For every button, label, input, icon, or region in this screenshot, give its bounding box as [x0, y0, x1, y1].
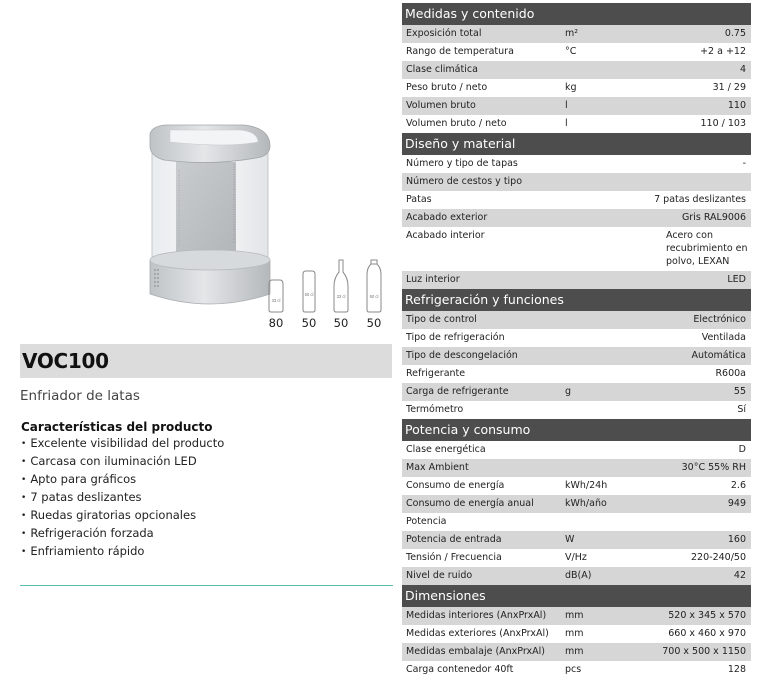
spec-label: Consumo de energía [406, 480, 505, 491]
spec-label: Carga contenedor 40ft [406, 664, 514, 675]
section-header-diseno: Diseño y material [402, 133, 751, 155]
spec-unit: mm [565, 646, 584, 657]
spec-unit: m² [565, 28, 579, 39]
spec-row [402, 567, 751, 585]
spec-label: Volumen bruto [406, 100, 476, 111]
spec-unit: kg [565, 82, 577, 93]
spec-label: Volumen bruto / neto [406, 118, 507, 129]
product-subtitle: Enfriador de latas [20, 388, 140, 404]
section-header-potencia: Potencia y consumo [402, 419, 751, 441]
spec-value: D [738, 444, 746, 455]
spec-label: Potencia [406, 516, 447, 527]
spec-value: 128 [727, 664, 746, 675]
spec-value: 42 [733, 570, 746, 581]
spec-label: Acabado exterior [406, 212, 488, 223]
spec-unit: dB(A) [565, 570, 592, 581]
spec-label: Carga de refrigerante [406, 386, 509, 397]
spec-row [402, 191, 751, 209]
spec-label: Termómetro [406, 404, 464, 415]
spec-label: Exposición total [406, 28, 482, 39]
spec-value: +2 a +12 [700, 46, 746, 57]
spec-label: Luz interior [406, 274, 460, 285]
section-header-dimensiones: Dimensiones [402, 585, 751, 607]
feature-item: • Excelente visibilidad del producto [21, 435, 261, 453]
spec-row [402, 643, 751, 661]
spec-unit: pcs [565, 664, 582, 675]
spec-label: Consumo de energía anual [406, 498, 534, 509]
spec-value: R600a [715, 368, 746, 379]
spec-row [402, 43, 751, 61]
capacity-count: 80 [268, 316, 284, 330]
capacity-count: 50 [333, 316, 349, 330]
spec-value: 2.6 [730, 480, 746, 491]
spec-row [402, 441, 751, 459]
spec-row [402, 209, 751, 227]
spec-label: Medidas interiores (AnxPrxAl) [406, 610, 547, 621]
spec-row [402, 513, 751, 531]
divider [20, 585, 393, 586]
spec-value: - [742, 158, 746, 169]
spec-value: Electrónico [693, 314, 746, 325]
spec-label: Clase climática [406, 64, 478, 75]
spec-value: 220-240/50 [691, 552, 746, 563]
spec-label: Rango de temperatura [406, 46, 514, 57]
spec-row [402, 311, 751, 329]
spec-row [402, 61, 751, 79]
spec-row [402, 271, 751, 289]
spec-unit: mm [565, 610, 584, 621]
spec-row [402, 401, 751, 419]
spec-row [402, 661, 751, 679]
spec-label: Medidas embalaje (AnxPrxAl) [406, 646, 545, 657]
capacity-item [264, 258, 288, 330]
features-list [21, 419, 261, 561]
spec-unit: W [565, 534, 575, 545]
feature-item: • 7 patas deslizantes [21, 489, 261, 507]
spec-row [402, 227, 751, 271]
plastic-bottle-icon [363, 258, 385, 314]
spec-unit: V/Hz [565, 552, 587, 563]
feature-item: • Ruedas giratorias opcionales [21, 507, 261, 525]
capacity-item [297, 258, 321, 330]
spec-value: 110 [727, 100, 746, 111]
spec-label: Número de cestos y tipo [406, 176, 523, 187]
can-cooler-illustration [146, 122, 274, 310]
spec-row [402, 531, 751, 549]
spec-label: Tensión / Frecuencia [406, 552, 502, 563]
spec-value: 55 [733, 386, 746, 397]
spec-label: Tipo de refrigeración [406, 332, 505, 343]
capacity-label: 50 cl [304, 292, 314, 297]
spec-label: Patas [406, 194, 432, 205]
spec-value: LED [727, 274, 746, 285]
features-title: Características del producto [21, 420, 213, 434]
capacity-item [329, 258, 353, 330]
spec-label: Tipo de control [406, 314, 477, 325]
capacity-count: 50 [301, 316, 317, 330]
spec-row [402, 155, 751, 173]
capacity-icons [262, 258, 392, 338]
spec-value: 660 x 460 x 970 [668, 628, 746, 639]
spec-value: Acero con recubrimiento en polvo, LEXAN [666, 230, 748, 267]
capacity-item [362, 258, 386, 330]
spec-row [402, 329, 751, 347]
spec-value: 160 [727, 534, 746, 545]
model-title: VOC100 [22, 349, 109, 373]
can-icon [265, 258, 287, 314]
feature-item: • Apto para gráficos [21, 471, 261, 489]
spec-value: 4 [739, 64, 746, 75]
capacity-count: 50 [366, 316, 382, 330]
spec-row [402, 173, 751, 191]
spec-unit: l [565, 100, 568, 111]
spec-value: Sí [737, 404, 746, 415]
spec-label: Acabado interior [406, 230, 485, 241]
feature-item: • Refrigeración forzada [21, 525, 261, 543]
spec-row [402, 625, 751, 643]
section-header-refrigeracion: Refrigeración y funciones [402, 289, 751, 311]
spec-label: Potencia de entrada [406, 534, 502, 545]
spec-label: Número y tipo de tapas [406, 158, 518, 169]
spec-row [402, 347, 751, 365]
capacity-label: 33 cl [336, 294, 346, 299]
spec-row [402, 365, 751, 383]
section-header-medidas: Medidas y contenido [402, 3, 751, 25]
spec-label: Nivel de ruido [406, 570, 473, 581]
spec-value: 700 x 500 x 1150 [662, 646, 746, 657]
spec-row [402, 495, 751, 513]
capacity-label: 50 cl [369, 294, 379, 299]
spec-label: Clase energética [406, 444, 486, 455]
spec-value: 30°C 55% RH [681, 462, 746, 473]
spec-value: Gris RAL9006 [681, 212, 746, 223]
spec-value: 110 / 103 [700, 118, 746, 129]
spec-row [402, 79, 751, 97]
spec-value: 520 x 345 x 570 [668, 610, 746, 621]
spec-row [402, 459, 751, 477]
feature-item: • Enfriamiento rápido [21, 543, 261, 561]
spec-label: Tipo de descongelación [406, 350, 518, 361]
tall-can-icon [298, 258, 320, 314]
spec-unit: kWh/24h [565, 480, 608, 491]
spec-unit: kWh/año [565, 498, 607, 509]
spec-value: 7 patas deslizantes [654, 194, 746, 205]
feature-item: • Carcasa con iluminación LED [21, 453, 261, 471]
spec-row [402, 97, 751, 115]
spec-row [402, 477, 751, 495]
spec-unit: l [565, 118, 568, 129]
glass-bottle-icon [330, 258, 352, 314]
spec-label: Max Ambient [406, 462, 469, 473]
spec-label: Peso bruto / neto [406, 82, 488, 93]
spec-label: Refrigerante [406, 368, 466, 379]
spec-unit: g [565, 386, 572, 397]
capacity-label: 33 cl [271, 298, 281, 303]
model-title-bar [20, 344, 392, 378]
spec-row [402, 549, 751, 567]
spec-value: 31 / 29 [712, 82, 746, 93]
spec-row [402, 607, 751, 625]
spec-value: Ventilada [701, 332, 746, 343]
spec-label: Medidas exteriores (AnxPrxAl) [406, 628, 549, 639]
spec-value: 0.75 [724, 28, 746, 39]
spec-row [402, 25, 751, 43]
spec-table [402, 3, 751, 679]
product-image [146, 122, 274, 310]
spec-row [402, 115, 751, 133]
spec-unit: °C [565, 46, 577, 57]
spec-value: Automática [691, 350, 746, 361]
spec-row [402, 383, 751, 401]
spec-unit: mm [565, 628, 584, 639]
spec-value: 949 [727, 498, 746, 509]
